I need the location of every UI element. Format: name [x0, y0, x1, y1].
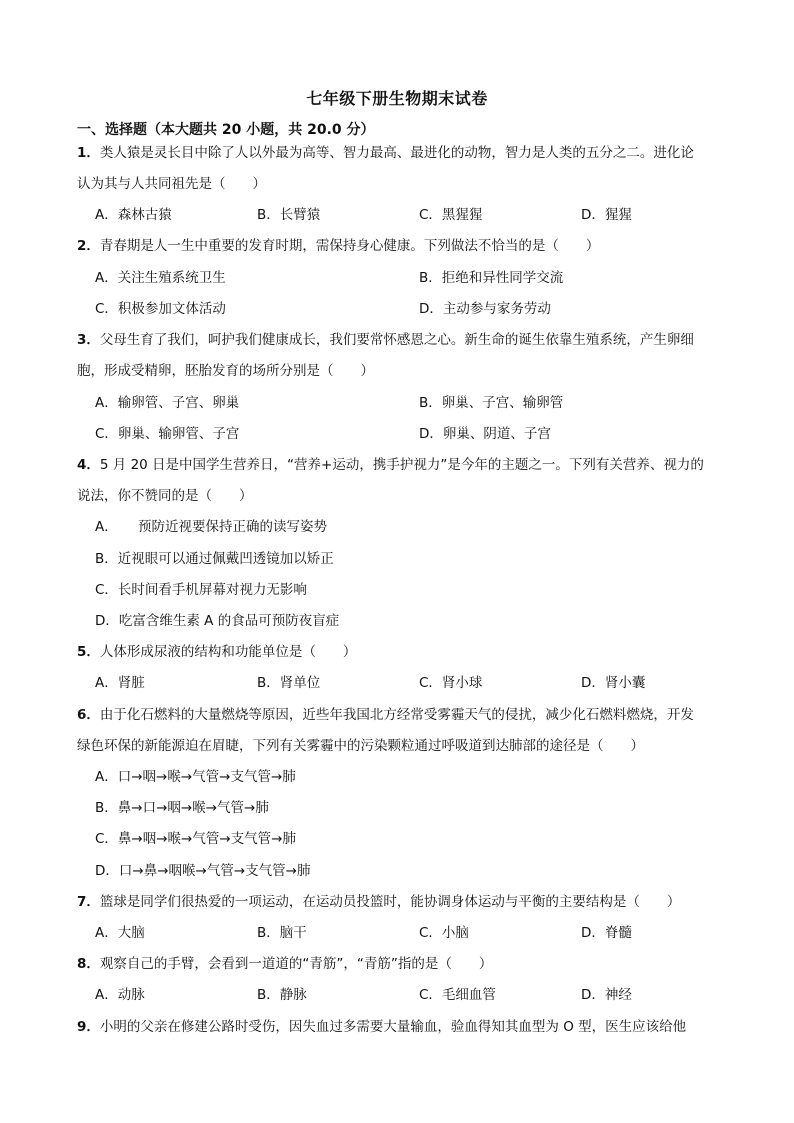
option-d[interactable]: D．吃富含维生素 A 的食品可预防夜盲症: [95, 613, 340, 629]
question-6-line-1: [77, 700, 742, 731]
option-c[interactable]: C．小脑: [419, 925, 469, 941]
question-4-line-1: [77, 450, 742, 481]
question-text: 类人猿是灵长目中除了人以外最为高等、智力最高、最进化的动物，智力是人类的五分之二。进化论: [99, 145, 694, 161]
option-a[interactable]: A．森林古猿: [95, 207, 172, 223]
option-b[interactable]: B．长臂猿: [257, 207, 321, 223]
question-number: 7．: [77, 894, 100, 910]
section-heading: 一、选择题（本大题共 20 小题，共 20.0 分）: [77, 122, 375, 138]
option-c[interactable]: C．黑猩猩: [419, 207, 483, 223]
option-c[interactable]: C．鼻→咽→喉→气管→支气管→肺: [95, 831, 296, 847]
option-a[interactable]: A． 预防近视要保持正确的读写姿势: [95, 519, 327, 535]
option-d[interactable]: D．口→鼻→咽喉→气管→支气管→肺: [95, 863, 311, 879]
question-text: 5 月 20 日是中国学生营养日，“营养+运动，携手护视力”是今年的主题之一。下列有关营养、视力的: [99, 457, 704, 473]
question-number: 5．: [77, 644, 100, 660]
question-3-line-2: 胞，形成受精卵，胚胎发育的场所分别是（ ）: [77, 363, 374, 379]
question-text: 父母生育了我们，呵护我们健康成长，我们要常怀感恩之心。新生命的诞生依靠生殖系统，产生卵细: [99, 332, 694, 348]
option-b[interactable]: B．拒绝和异性同学交流: [419, 270, 564, 286]
option-b[interactable]: B．卵巢、子宫、输卵管: [419, 395, 564, 411]
option-b[interactable]: B．鼻→口→咽→喉→气管→肺: [95, 800, 269, 816]
question-2-options-row-1: [95, 263, 745, 294]
question-1-line-2: 认为其与人共同祖先是（ ）: [77, 176, 266, 192]
option-b[interactable]: B．静脉: [257, 987, 307, 1003]
option-b[interactable]: B．近视眼可以通过佩戴凹透镜加以矫正: [95, 551, 334, 567]
option-d[interactable]: D．肾小囊: [581, 675, 646, 691]
question-number: 3．: [77, 332, 100, 348]
question-text: 观察自己的手臂，会看到一道道的“青筋”，“青筋”指的是（ ）: [99, 956, 493, 972]
option-d[interactable]: D．神经: [581, 987, 632, 1003]
option-c[interactable]: C．积极参加文体活动: [95, 301, 226, 317]
option-d[interactable]: D．卵巢、阴道、子宫: [419, 426, 551, 442]
question-2-options-row-2: [95, 294, 745, 325]
option-d[interactable]: D．猩猩: [581, 207, 632, 223]
question-8-line-1: [77, 949, 742, 980]
question-9-line-1: [77, 1012, 742, 1043]
option-a[interactable]: A．输卵管、子宫、卵巢: [95, 395, 240, 411]
question-5-line-1: [77, 637, 742, 668]
question-number: 2．: [77, 238, 100, 254]
question-number: 4．: [77, 457, 100, 473]
option-c[interactable]: C．毛细血管: [419, 987, 496, 1003]
question-7-options: [95, 918, 745, 949]
option-d[interactable]: D．主动参与家务劳动: [419, 301, 551, 317]
question-1-options: [95, 200, 745, 231]
option-b[interactable]: B．脑干: [257, 925, 307, 941]
question-text: 篮球是同学们很热爱的一项运动，在运动员投篮时，能协调身体运动与平衡的主要结构是（ ）: [99, 894, 681, 910]
question-3-options-row-2: [95, 419, 745, 450]
option-a[interactable]: A．关注生殖系统卫生: [95, 270, 226, 286]
question-3-line-1: [77, 325, 742, 356]
option-d[interactable]: D．脊髓: [581, 925, 632, 941]
option-a[interactable]: A．大脑: [95, 925, 145, 941]
question-text: 由于化石燃料的大量燃烧等原因，近些年我国北方经常受雾霾天气的侵扰，减少化石燃料燃烧，开发: [99, 707, 694, 723]
option-b[interactable]: B．肾单位: [257, 675, 321, 691]
question-8-options: [95, 980, 745, 1011]
question-3-options-row-1: [95, 388, 745, 419]
question-2-line-1: [77, 231, 742, 262]
option-c[interactable]: C．长时间看手机屏幕对视力无影响: [95, 582, 307, 598]
option-c[interactable]: C．卵巢、输卵管、子宫: [95, 426, 240, 442]
option-a[interactable]: A．动脉: [95, 987, 145, 1003]
option-a[interactable]: A．肾脏: [95, 675, 145, 691]
question-text: 人体形成尿液的结构和功能单位是（ ）: [99, 644, 357, 660]
question-6-line-2: 绿色环保的新能源迫在眉睫，下列有关雾霾中的污染颗粒通过呼吸道到达肺部的途径是（ ）: [77, 738, 644, 754]
question-4-line-2: 说法，你不赞同的是（ ）: [77, 488, 253, 504]
question-7-line-1: [77, 887, 742, 918]
option-a[interactable]: A．口→咽→喉→气管→支气管→肺: [95, 769, 296, 785]
question-number: 6．: [77, 707, 100, 723]
question-1-line-1: [77, 138, 742, 169]
question-text: 青春期是人一生中重要的发育时期，需保持身心健康。下列做法不恰当的是（ ）: [99, 238, 600, 254]
question-number: 8．: [77, 956, 100, 972]
question-5-options: [95, 668, 745, 699]
question-text: 小明的父亲在修建公路时受伤，因失血过多需要大量输血，验血得知其血型为 O 型，医生应该给他: [99, 1019, 687, 1035]
question-number: 9．: [77, 1019, 100, 1035]
option-c[interactable]: C．肾小球: [419, 675, 483, 691]
page-title: 七年级下册生物期末试卷: [306, 89, 488, 108]
question-number: 1．: [77, 145, 100, 161]
